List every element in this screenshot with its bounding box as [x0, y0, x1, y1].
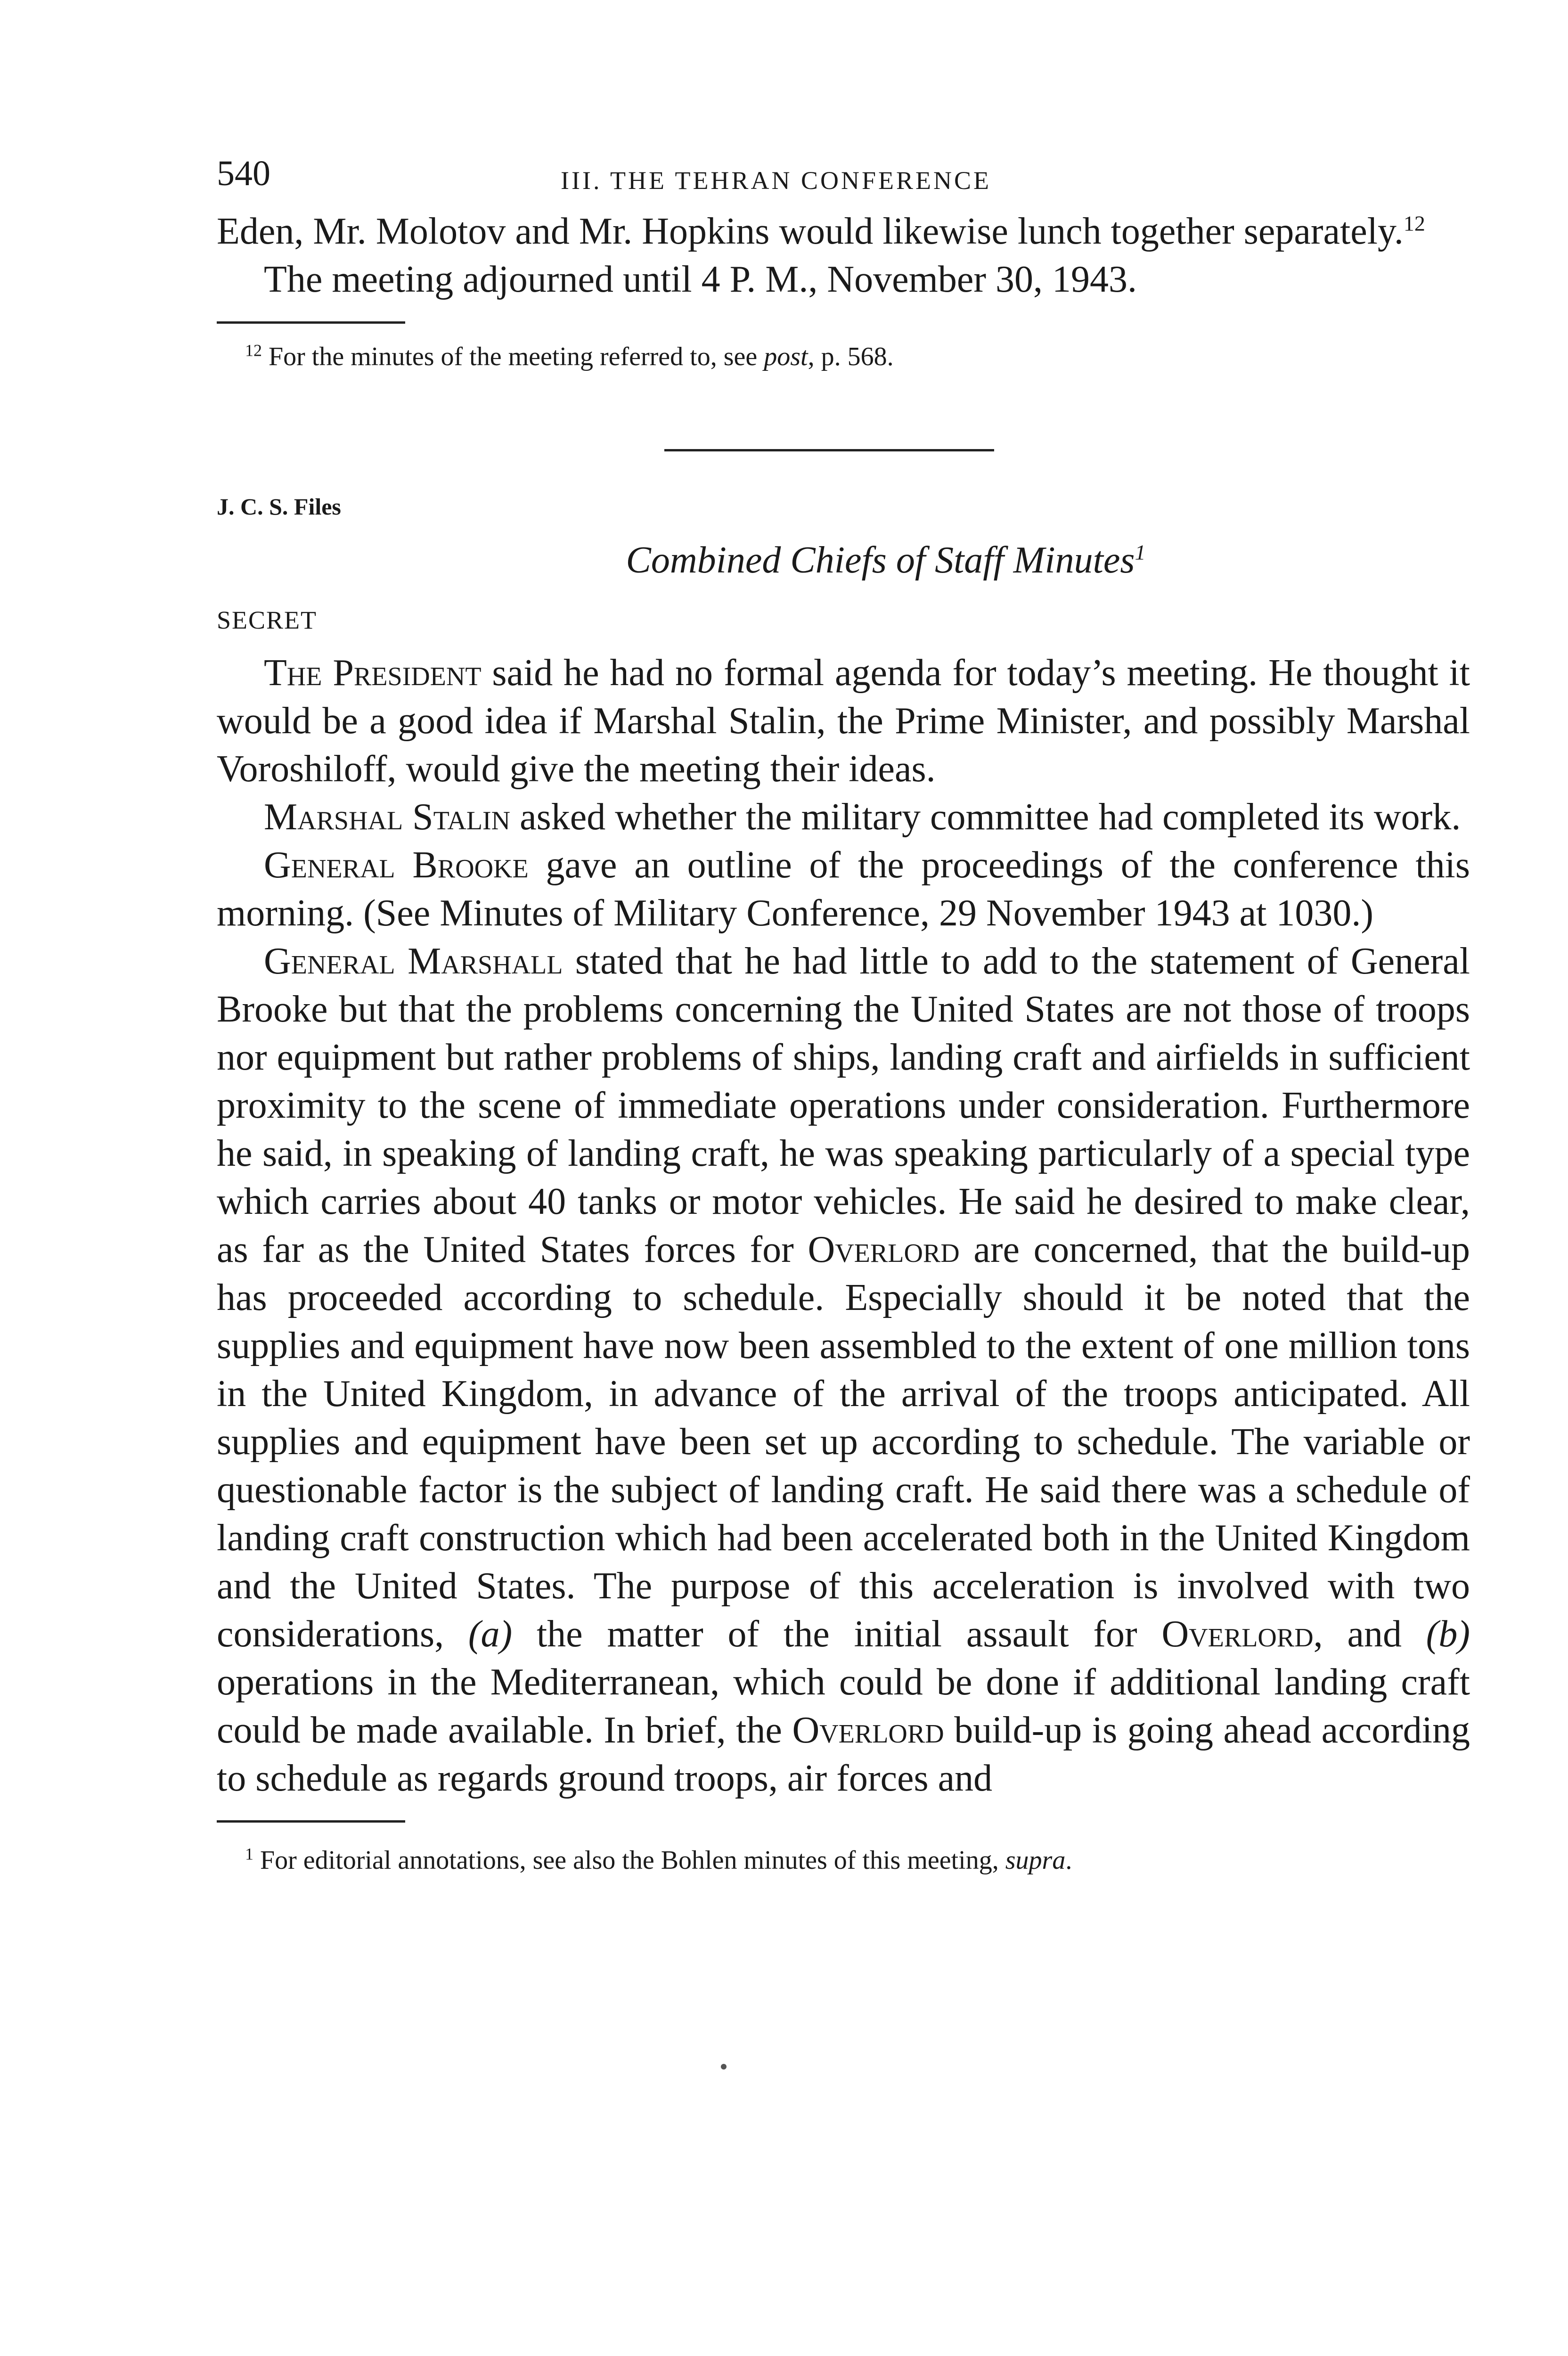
minutes-body: [217, 649, 1470, 1802]
speaker-president: The President: [264, 652, 482, 694]
footnote-ref-12: 12: [1403, 211, 1425, 236]
document-title-ref: 1: [1135, 540, 1146, 564]
paragraph-stalin: [217, 793, 1470, 841]
footnote-1-italic: supra: [1005, 1846, 1066, 1875]
adjourn-paragraph: The meeting adjourned until 4 P. M., November 30, 1943.: [264, 259, 1137, 300]
speaker-marshall: General Marshall: [264, 941, 563, 982]
marshall-text-3: the matter of the initial assault for: [512, 1613, 1162, 1655]
section-divider: [664, 449, 994, 451]
paragraph-brooke: [217, 841, 1470, 937]
carryover-paragraph: [217, 207, 1470, 255]
footnote-1-text: For editorial annotations, see also the Bohlen minutes of this meeting,: [260, 1846, 1005, 1875]
overlord-term: Overlord: [792, 1710, 944, 1751]
item-b-label: (b): [1426, 1613, 1470, 1655]
document-title-text: Combined Chiefs of Staff Minutes: [626, 540, 1135, 581]
marshall-text-1: stated that he had little to add to the statement of General Brooke but that the problems concerning the United States are not those of troops nor equipment but rather problems of ships, landing craft and airfields in sufficient proximity to the scene of immediate operations under consideration. Furthermore he said, in speaking of landing craft, he was speaking particularly of a special type which carries about 40 tanks or motor vehicles. He said he desired to make clear, as far as the United States forces for: [217, 941, 1470, 1270]
speaker-stalin: Marshal Stalin: [264, 796, 511, 838]
footnote-12-text: For the minutes of the meeting referred to, see: [269, 342, 764, 371]
carryover-line: Eden, Mr. Molotov and Mr. Hopkins would likewise lunch together separately.: [217, 211, 1404, 252]
footnote-12-italic: post: [764, 342, 808, 371]
speaker-brooke: General Brooke: [264, 844, 529, 886]
footnote-rule-bottom: [217, 1820, 405, 1823]
running-head: [217, 155, 1470, 207]
footnote-1-tail: .: [1065, 1846, 1072, 1875]
carryover-text: [217, 207, 1470, 303]
paragraph-president-text: said he had no formal agenda for today’s meeting. He thought it would be a good idea if Marshal Stalin, the Prime Minister, and possibly Marshal Voroshiloff, would give the meeting their ideas.: [217, 652, 1470, 790]
footnote-12-mark: 12: [245, 341, 262, 360]
paragraph-stalin-text: asked whether the military committee had completed its work.: [510, 796, 1461, 838]
document-title: [217, 539, 1470, 582]
page-number: 540: [217, 154, 270, 193]
marshall-text-5: operations in the Mediterranean, which could be done if additional landing craft could be made available. In brief, the: [217, 1661, 1470, 1751]
footnote-12: [245, 340, 1470, 374]
overlord-term: Overlord: [1161, 1613, 1314, 1655]
paragraph-brooke-text: gave an outline of the proceedings of the conference this morning. (See Minutes of Military Conference, 29 November 1943 at 1030.): [217, 844, 1470, 934]
footnote-12-tail: , p. 568.: [808, 342, 894, 371]
footnote-1-mark: 1: [245, 1844, 253, 1864]
page: [217, 155, 1470, 1877]
files-label: J. C. S. Files: [217, 493, 341, 520]
marshall-text-6: build-up is going ahead according to schedule as regards ground troops, air forces and: [217, 1710, 1470, 1799]
paragraph-president: [217, 649, 1470, 793]
marshall-text-2: are concerned, that the build-up has proceeded according to schedule. Especially should it be noted that the supplies and equipment have now been assembled to the extent of one million tons in the United Kingdom, in advance of the arrival of the troops anticipated. All supplies and equipment have been set up according to schedule. The variable or questionable factor is the subject of landing craft. He said there was a schedule of landing craft construction which had been accelerated both in the United Kingdom and the United States. The purpose of this acceleration is involved with two considerations,: [217, 1229, 1470, 1655]
overlord-term: Overlord: [808, 1229, 960, 1270]
footnote-1: [245, 1843, 1470, 1877]
printer-dot: [721, 2064, 727, 2070]
paragraph-marshall: [217, 937, 1470, 1802]
marshall-text-4: , and: [1313, 1613, 1426, 1655]
item-a-label: (a): [468, 1613, 513, 1655]
running-title: III. THE TEHRAN CONFERENCE: [561, 166, 991, 195]
classification-label: SECRET: [217, 606, 318, 634]
footnote-rule-top: [217, 321, 405, 324]
